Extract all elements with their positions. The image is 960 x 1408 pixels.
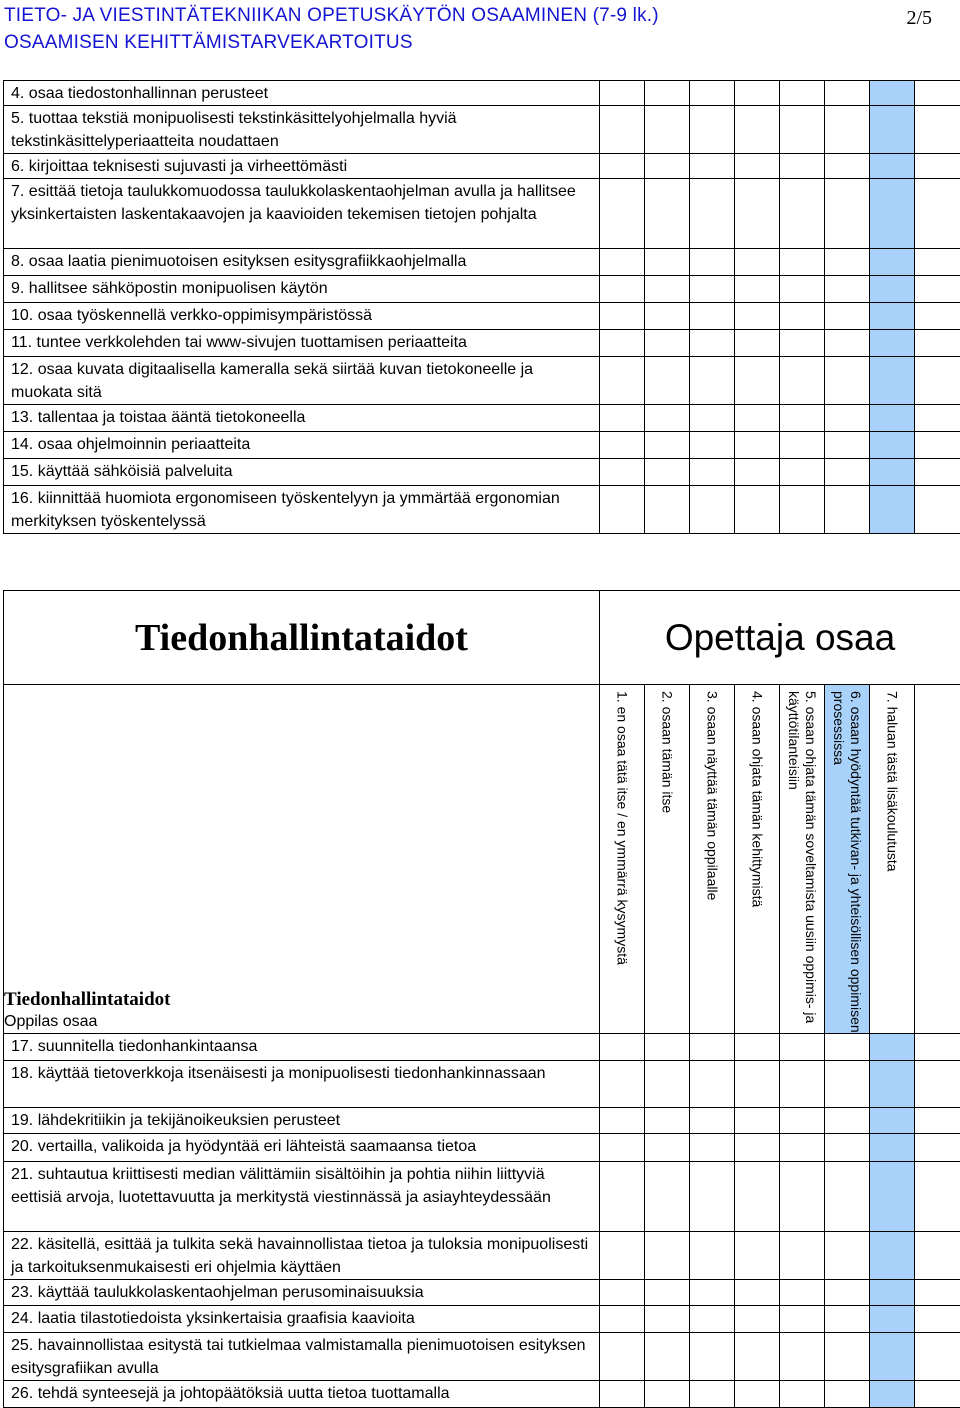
answer-cell[interactable] [780, 432, 825, 459]
answer-cell[interactable] [690, 1108, 735, 1134]
table-row [4, 106, 960, 154]
answer-cell[interactable] [600, 432, 645, 459]
answer-cell[interactable] [825, 1280, 870, 1306]
answer-cell[interactable] [600, 154, 645, 179]
skill-label: 26. tehdä synteesejä ja johtopäätöksiä uutta tietoa tuottamalla [4, 1381, 600, 1408]
skill-label: 7. esittää tietoja taulukkomuodossa taulukkolaskentaohjelman avulla ja hallitsee yksinkertaisten laskentakaavojen ja kaavioiden tekemisen tietojen pohjalta [4, 179, 600, 249]
answer-cell[interactable] [645, 1306, 690, 1333]
answer-cell[interactable] [870, 81, 915, 106]
answer-cell[interactable] [915, 81, 960, 106]
column-header-label: 3. osaan näyttää tämän oppilaalle [704, 691, 721, 900]
answer-cell[interactable] [780, 1306, 825, 1333]
answer-cell[interactable] [600, 179, 645, 249]
answer-cell[interactable] [690, 1061, 735, 1108]
answer-cell[interactable] [780, 1381, 825, 1408]
answer-cell[interactable] [600, 1306, 645, 1333]
column-header-7 [870, 685, 915, 1034]
answer-cell[interactable] [735, 179, 780, 249]
answer-cell[interactable] [645, 1232, 690, 1280]
answer-cell[interactable] [645, 405, 690, 432]
answer-cell[interactable] [690, 1232, 735, 1280]
answer-cell[interactable] [645, 459, 690, 486]
answer-cell[interactable] [735, 459, 780, 486]
answer-cell[interactable] [600, 1162, 645, 1232]
answer-cell[interactable] [825, 486, 870, 534]
skill-label: 12. osaa kuvata digitaalisella kameralla sekä siirtää kuvan tietokoneelle ja muokata sitä [4, 357, 600, 405]
answer-cell[interactable] [735, 154, 780, 179]
table-row [4, 81, 960, 106]
answer-cell[interactable] [825, 154, 870, 179]
table-row [4, 249, 960, 276]
skill-label: 4. osaa tiedostonhallinnan perusteet [4, 81, 600, 106]
answer-cell[interactable] [825, 81, 870, 106]
answer-cell[interactable] [735, 276, 780, 303]
answer-cell[interactable] [915, 357, 960, 405]
answer-cell[interactable] [645, 303, 690, 330]
table-row [4, 1232, 960, 1280]
answer-cell[interactable] [825, 1034, 870, 1061]
answer-cell[interactable] [870, 1381, 915, 1408]
answer-cell[interactable] [825, 1333, 870, 1381]
answer-cell[interactable] [825, 357, 870, 405]
column-header-label: 7. haluan tästä lisäkoulutusta [884, 691, 901, 872]
answer-cell[interactable] [780, 405, 825, 432]
answer-cell[interactable] [735, 106, 780, 154]
answer-cell[interactable] [780, 154, 825, 179]
answer-cell[interactable] [870, 486, 915, 534]
answer-cell[interactable] [915, 1232, 960, 1280]
answer-cell[interactable] [915, 276, 960, 303]
table-row [4, 1162, 960, 1232]
answer-cell[interactable] [780, 1162, 825, 1232]
answer-cell[interactable] [600, 357, 645, 405]
table-row [4, 459, 960, 486]
skill-label: 21. suhtautua kriittisesti median välittämiin sisältöihin ja pohtia niihin liittyviä eettisiä arvoja, luotettavuutta ja merkitystä viestinnässä ja asiayhteydessään [4, 1162, 600, 1232]
answer-cell[interactable] [780, 330, 825, 357]
answer-cell[interactable] [645, 357, 690, 405]
answer-cell[interactable] [735, 1232, 780, 1280]
answer-cell[interactable] [735, 432, 780, 459]
skill-label: 8. osaa laatia pienimuotoisen esityksen esitysgrafiikkaohjelmalla [4, 249, 600, 276]
skill-label: 14. osaa ohjelmoinnin periaatteita [4, 432, 600, 459]
answer-cell[interactable] [870, 459, 915, 486]
answer-cell[interactable] [870, 432, 915, 459]
skill-label: 6. kirjoittaa teknisesti sujuvasti ja virheettömästi [4, 154, 600, 179]
table-row [4, 432, 960, 459]
column-header-label: 2. osaan tämän itse [659, 691, 676, 813]
section-title: Tiedonhallintataidot [4, 591, 600, 685]
answer-cell[interactable] [780, 1280, 825, 1306]
answer-cell[interactable] [645, 1333, 690, 1381]
answer-cell[interactable] [780, 1333, 825, 1381]
answer-cell[interactable] [600, 249, 645, 276]
answer-cell[interactable] [780, 1061, 825, 1108]
answer-cell[interactable] [690, 249, 735, 276]
skill-label: 16. kiinnittää huomiota ergonomiseen työskentelyyn ja ymmärtää ergonomian merkityksen työskentelyssä [4, 486, 600, 534]
answer-cell[interactable] [690, 1134, 735, 1162]
answer-cell[interactable] [870, 249, 915, 276]
answer-cell[interactable] [645, 1034, 690, 1061]
answer-cell[interactable] [915, 1280, 960, 1306]
column-header-3 [690, 685, 735, 1034]
skill-label: 19. lähdekritiikin ja tekijänoikeuksien perusteet [4, 1108, 600, 1134]
answer-cell[interactable] [600, 1232, 645, 1280]
skill-label: 20. vertailla, valikoida ja hyödyntää eri lähteistä saamaansa tietoa [4, 1134, 600, 1162]
answer-cell[interactable] [915, 1333, 960, 1381]
answer-cell[interactable] [645, 249, 690, 276]
answer-cell[interactable] [915, 405, 960, 432]
answer-cell[interactable] [825, 330, 870, 357]
answer-cell[interactable] [825, 179, 870, 249]
answer-cell[interactable] [870, 357, 915, 405]
teacher-heading: Opettaja osaa [600, 591, 960, 685]
answer-cell[interactable] [645, 330, 690, 357]
answer-cell[interactable] [645, 1061, 690, 1108]
answer-cell[interactable] [690, 357, 735, 405]
answer-cell[interactable] [825, 1134, 870, 1162]
column-header-blank [915, 685, 960, 1034]
answer-cell[interactable] [915, 179, 960, 249]
table-row [4, 1034, 960, 1061]
answer-cell[interactable] [690, 1306, 735, 1333]
answer-cell[interactable] [735, 357, 780, 405]
answer-cell[interactable] [600, 1108, 645, 1134]
answer-cell[interactable] [780, 357, 825, 405]
answer-cell[interactable] [870, 303, 915, 330]
table-row [4, 154, 960, 179]
section-label-subtitle: Oppilas osaa [4, 1011, 599, 1033]
answer-cell[interactable] [780, 303, 825, 330]
answer-cell[interactable] [735, 303, 780, 330]
answer-cell[interactable] [825, 303, 870, 330]
table-row [4, 1306, 960, 1333]
answer-cell[interactable] [870, 330, 915, 357]
answer-cell[interactable] [870, 106, 915, 154]
answer-cell[interactable] [870, 276, 915, 303]
answer-cell[interactable] [600, 1134, 645, 1162]
table-row [4, 276, 960, 303]
answer-cell[interactable] [915, 1306, 960, 1333]
answer-cell[interactable] [780, 459, 825, 486]
answer-cell[interactable] [825, 249, 870, 276]
answer-cell[interactable] [645, 486, 690, 534]
answer-cell[interactable] [780, 1232, 825, 1280]
answer-cell[interactable] [600, 81, 645, 106]
table-row [4, 1134, 960, 1162]
skill-label: 23. käyttää taulukkolaskentaohjelman perusominaisuuksia [4, 1280, 600, 1306]
page-number: 2/5 [906, 7, 932, 30]
table-row [4, 357, 960, 405]
answer-cell[interactable] [690, 303, 735, 330]
answer-cell[interactable] [870, 1061, 915, 1108]
answer-cell[interactable] [645, 1134, 690, 1162]
column-header-1 [600, 685, 645, 1034]
column-header-label: 1. en osaa tätä itse / en ymmärrä kysymystä [614, 691, 631, 965]
answer-cell[interactable] [735, 1333, 780, 1381]
answer-cell[interactable] [645, 1108, 690, 1134]
answer-cell[interactable] [915, 486, 960, 534]
answer-cell[interactable] [690, 1333, 735, 1381]
answer-cell[interactable] [780, 179, 825, 249]
skill-label: 11. tuntee verkkolehden tai www-sivujen tuottamisen periaatteita [4, 330, 600, 357]
answer-cell[interactable] [690, 179, 735, 249]
answer-cell[interactable] [870, 1280, 915, 1306]
answer-cell[interactable] [825, 1108, 870, 1134]
table-row [4, 1108, 960, 1134]
answer-cell[interactable] [825, 405, 870, 432]
skill-label: 9. hallitsee sähköpostin monipuolisen käytön [4, 276, 600, 303]
answer-cell[interactable] [735, 1108, 780, 1134]
answer-cell[interactable] [915, 1061, 960, 1108]
answer-cell[interactable] [600, 486, 645, 534]
answer-cell[interactable] [825, 1162, 870, 1232]
answer-cell[interactable] [780, 276, 825, 303]
section-label [4, 685, 600, 1034]
answer-cell[interactable] [870, 1306, 915, 1333]
answer-cell[interactable] [825, 1306, 870, 1333]
answer-cell[interactable] [870, 1232, 915, 1280]
answer-cell[interactable] [825, 106, 870, 154]
answer-cell[interactable] [600, 405, 645, 432]
answer-cell[interactable] [735, 1280, 780, 1306]
answer-cell[interactable] [690, 459, 735, 486]
answer-cell[interactable] [870, 179, 915, 249]
answer-cell[interactable] [735, 486, 780, 534]
skill-label: 13. tallentaa ja toistaa ääntä tietokoneella [4, 405, 600, 432]
answer-cell[interactable] [645, 1162, 690, 1232]
answer-cell[interactable] [870, 154, 915, 179]
answer-cell[interactable] [915, 1108, 960, 1134]
answer-cell[interactable] [915, 432, 960, 459]
answer-cell[interactable] [690, 154, 735, 179]
answer-cell[interactable] [870, 1108, 915, 1134]
answer-cell[interactable] [645, 179, 690, 249]
answer-cell[interactable] [780, 249, 825, 276]
answer-cell[interactable] [735, 405, 780, 432]
answer-cell[interactable] [600, 1061, 645, 1108]
answer-cell[interactable] [915, 1134, 960, 1162]
answer-cell[interactable] [600, 1333, 645, 1381]
answer-cell[interactable] [915, 303, 960, 330]
answer-cell[interactable] [645, 81, 690, 106]
answer-cell[interactable] [780, 1108, 825, 1134]
answer-cell[interactable] [780, 106, 825, 154]
column-header-label: 5. osaan ohjata tämän soveltamista uusiin oppimis- ja käyttötilanteisiin [785, 691, 819, 1033]
answer-cell[interactable] [915, 154, 960, 179]
table-row [4, 405, 960, 432]
answer-cell[interactable] [645, 154, 690, 179]
answer-cell[interactable] [690, 432, 735, 459]
answer-cell[interactable] [870, 1134, 915, 1162]
answer-cell[interactable] [825, 459, 870, 486]
answer-cell[interactable] [780, 486, 825, 534]
answer-cell[interactable] [825, 1381, 870, 1408]
answer-cell[interactable] [915, 1034, 960, 1061]
answer-cell[interactable] [600, 459, 645, 486]
table-row [4, 1280, 960, 1306]
table-row [4, 330, 960, 357]
skill-label: 5. tuottaa tekstiä monipuolisesti tekstinkäsittelyohjelmalla hyviä tekstinkäsittelyperiaatteita noudattaen [4, 106, 600, 154]
answer-cell[interactable] [690, 486, 735, 534]
answer-cell[interactable] [870, 1333, 915, 1381]
skill-label: 24. laatia tilastotiedoista yksinkertaisia graafisia kaavioita [4, 1306, 600, 1333]
table-row [4, 1333, 960, 1381]
document-subtitle: OSAAMISEN KEHITTÄMISTARVEKARTOITUS [4, 32, 413, 54]
answer-cell[interactable] [600, 1381, 645, 1408]
answer-cell[interactable] [735, 1381, 780, 1408]
answer-cell[interactable] [690, 1381, 735, 1408]
skill-label: 10. osaa työskennellä verkko-oppimisympäristössä [4, 303, 600, 330]
skills-table-2 [3, 590, 960, 1408]
answer-cell[interactable] [645, 1280, 690, 1306]
answer-cell[interactable] [600, 330, 645, 357]
skill-label: 22. käsitellä, esittää ja tulkita sekä havainnollistaa tietoa ja tuloksia monipuolisesti ja tarkoituksenmukaisesti eri ohjelmia käyttäen [4, 1232, 600, 1280]
answer-cell[interactable] [735, 1162, 780, 1232]
column-header-label: 6. osaan hyödyntää tutkivan- ja yhteisöllisen oppimisen prosessissa [830, 691, 864, 1033]
table-row [4, 303, 960, 330]
answer-cell[interactable] [825, 1232, 870, 1280]
answer-cell[interactable] [915, 106, 960, 154]
answer-cell[interactable] [645, 432, 690, 459]
answer-cell[interactable] [870, 1162, 915, 1232]
answer-cell[interactable] [600, 276, 645, 303]
answer-cell[interactable] [690, 106, 735, 154]
answer-cell[interactable] [915, 1162, 960, 1232]
answer-cell[interactable] [735, 1134, 780, 1162]
column-header-4 [735, 685, 780, 1034]
answer-cell[interactable] [780, 1034, 825, 1061]
skill-label: 18. käyttää tietoverkkoja itsenäisesti ja monipuolisesti tiedonhankinnassaan [4, 1061, 600, 1108]
answer-cell[interactable] [645, 106, 690, 154]
answer-cell[interactable] [915, 1381, 960, 1408]
document-title: TIETO- JA VIESTINTÄTEKNIIKAN OPETUSKÄYTÖN OSAAMINEN (7-9 lk.) [4, 5, 659, 27]
skill-label: 25. havainnollistaa esitystä tai tutkielmaa valmistamalla pienimuotoisen esityksen esitysgrafiikan avulla [4, 1333, 600, 1381]
skills-table-1 [3, 80, 960, 534]
skill-label: 15. käyttää sähköisiä palveluita [4, 459, 600, 486]
answer-cell[interactable] [735, 1034, 780, 1061]
skill-label: 17. suunnitella tiedonhankintaansa [4, 1034, 600, 1061]
answer-cell[interactable] [915, 249, 960, 276]
answer-cell[interactable] [690, 330, 735, 357]
section-label-title: Tiedonhallintataidot [4, 989, 599, 1011]
table-row [4, 1381, 960, 1408]
answer-cell[interactable] [735, 330, 780, 357]
answer-cell[interactable] [735, 249, 780, 276]
answer-cell[interactable] [600, 303, 645, 330]
answer-cell[interactable] [825, 276, 870, 303]
answer-cell[interactable] [825, 1061, 870, 1108]
answer-cell[interactable] [600, 106, 645, 154]
table-row [4, 486, 960, 534]
answer-cell[interactable] [735, 81, 780, 106]
answer-cell[interactable] [870, 405, 915, 432]
answer-cell[interactable] [780, 1134, 825, 1162]
answer-cell[interactable] [690, 405, 735, 432]
answer-cell[interactable] [915, 459, 960, 486]
column-header-label: 4. osaan ohjata tämän kehittymistä [749, 691, 766, 907]
answer-cell[interactable] [780, 81, 825, 106]
answer-cell[interactable] [690, 1162, 735, 1232]
answer-cell[interactable] [825, 432, 870, 459]
answer-cell[interactable] [690, 1280, 735, 1306]
answer-cell[interactable] [690, 276, 735, 303]
column-header-2 [645, 685, 690, 1034]
answer-cell[interactable] [645, 1381, 690, 1408]
column-header-5 [780, 685, 825, 1034]
answer-cell[interactable] [690, 1034, 735, 1061]
answer-cell[interactable] [915, 330, 960, 357]
answer-cell[interactable] [735, 1061, 780, 1108]
answer-cell[interactable] [690, 81, 735, 106]
answer-cell[interactable] [600, 1280, 645, 1306]
answer-cell[interactable] [645, 276, 690, 303]
table-row [4, 1061, 960, 1108]
column-header-6 [825, 685, 870, 1034]
answer-cell[interactable] [735, 1306, 780, 1333]
answer-cell[interactable] [870, 1034, 915, 1061]
answer-cell[interactable] [600, 1034, 645, 1061]
table-row [4, 179, 960, 249]
